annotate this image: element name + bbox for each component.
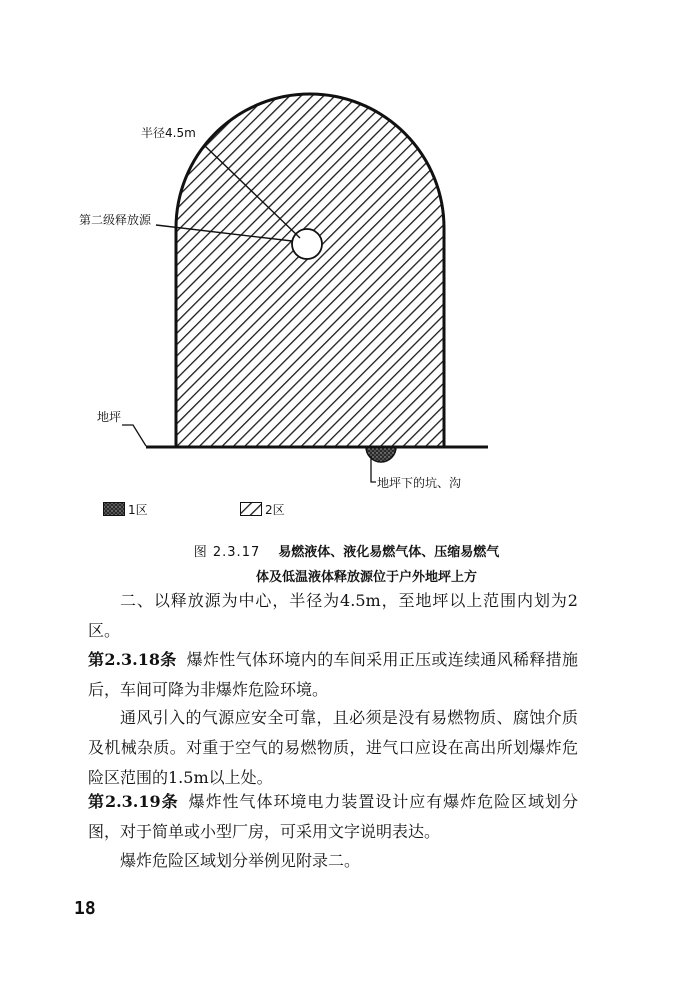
paragraph-zone2-definition: 二、以释放源为中心，半径为4.5m，至地坪以上范围内划为2区。	[88, 591, 578, 640]
zone2-swatch-icon	[240, 502, 262, 516]
legend-item-zone1	[103, 498, 148, 520]
release-source-label: 第二级释放源	[79, 213, 152, 227]
article-number-2-3-19: 第2.3.19条	[88, 792, 179, 811]
article-text-2-3-19: 爆炸性气体环境电力装置设计应有爆炸危险区域划分图，对于简单或小型厂房，可采用文字说明表达。	[88, 792, 578, 841]
pit-label: 地坪下的坑、沟	[377, 476, 462, 490]
radius-label: 半径4.5m	[141, 126, 196, 140]
paragraph-ventilation: 通风引入的气源应安全可靠，且必须是没有易燃物质、腐蚀介质及机械杂质。对重于空气的易燃物质，进气口应设在高出所划爆炸危险区范围的1.5m以上处。	[88, 708, 578, 787]
zone1-swatch-icon	[103, 502, 125, 516]
legend-zone2-label: 2区	[265, 502, 285, 517]
article-text-2-3-18: 爆炸性气体环境内的车间采用正压或连续通风稀释措施后，车间可降为非爆炸危险环境。	[88, 650, 578, 699]
legend-zone1-label: 1区	[128, 502, 148, 517]
release-source-circle	[292, 229, 322, 259]
ground-label: 地坪	[97, 410, 122, 424]
figure-title-line2: 体及低温液体释放源位于户外地坪上方	[255, 570, 477, 585]
paragraph-article-2-3-19	[88, 787, 578, 847]
article-number-2-3-18: 第2.3.18条	[88, 650, 177, 669]
page-number: 18	[74, 898, 96, 919]
paragraph-appendix-reference: 爆炸危险区域划分举例见附录二。	[120, 851, 361, 870]
figure-caption-line1	[0, 541, 693, 560]
legend-item-zone2	[240, 498, 285, 520]
figure-title-line1: 易燃液体、液化易燃气体、压缩易燃气	[278, 545, 500, 560]
figure-number: 图 2.3.17	[193, 545, 261, 560]
paragraph-article-2-3-18	[88, 645, 578, 705]
zone2-area	[176, 94, 444, 447]
ground-leader	[122, 425, 146, 446]
